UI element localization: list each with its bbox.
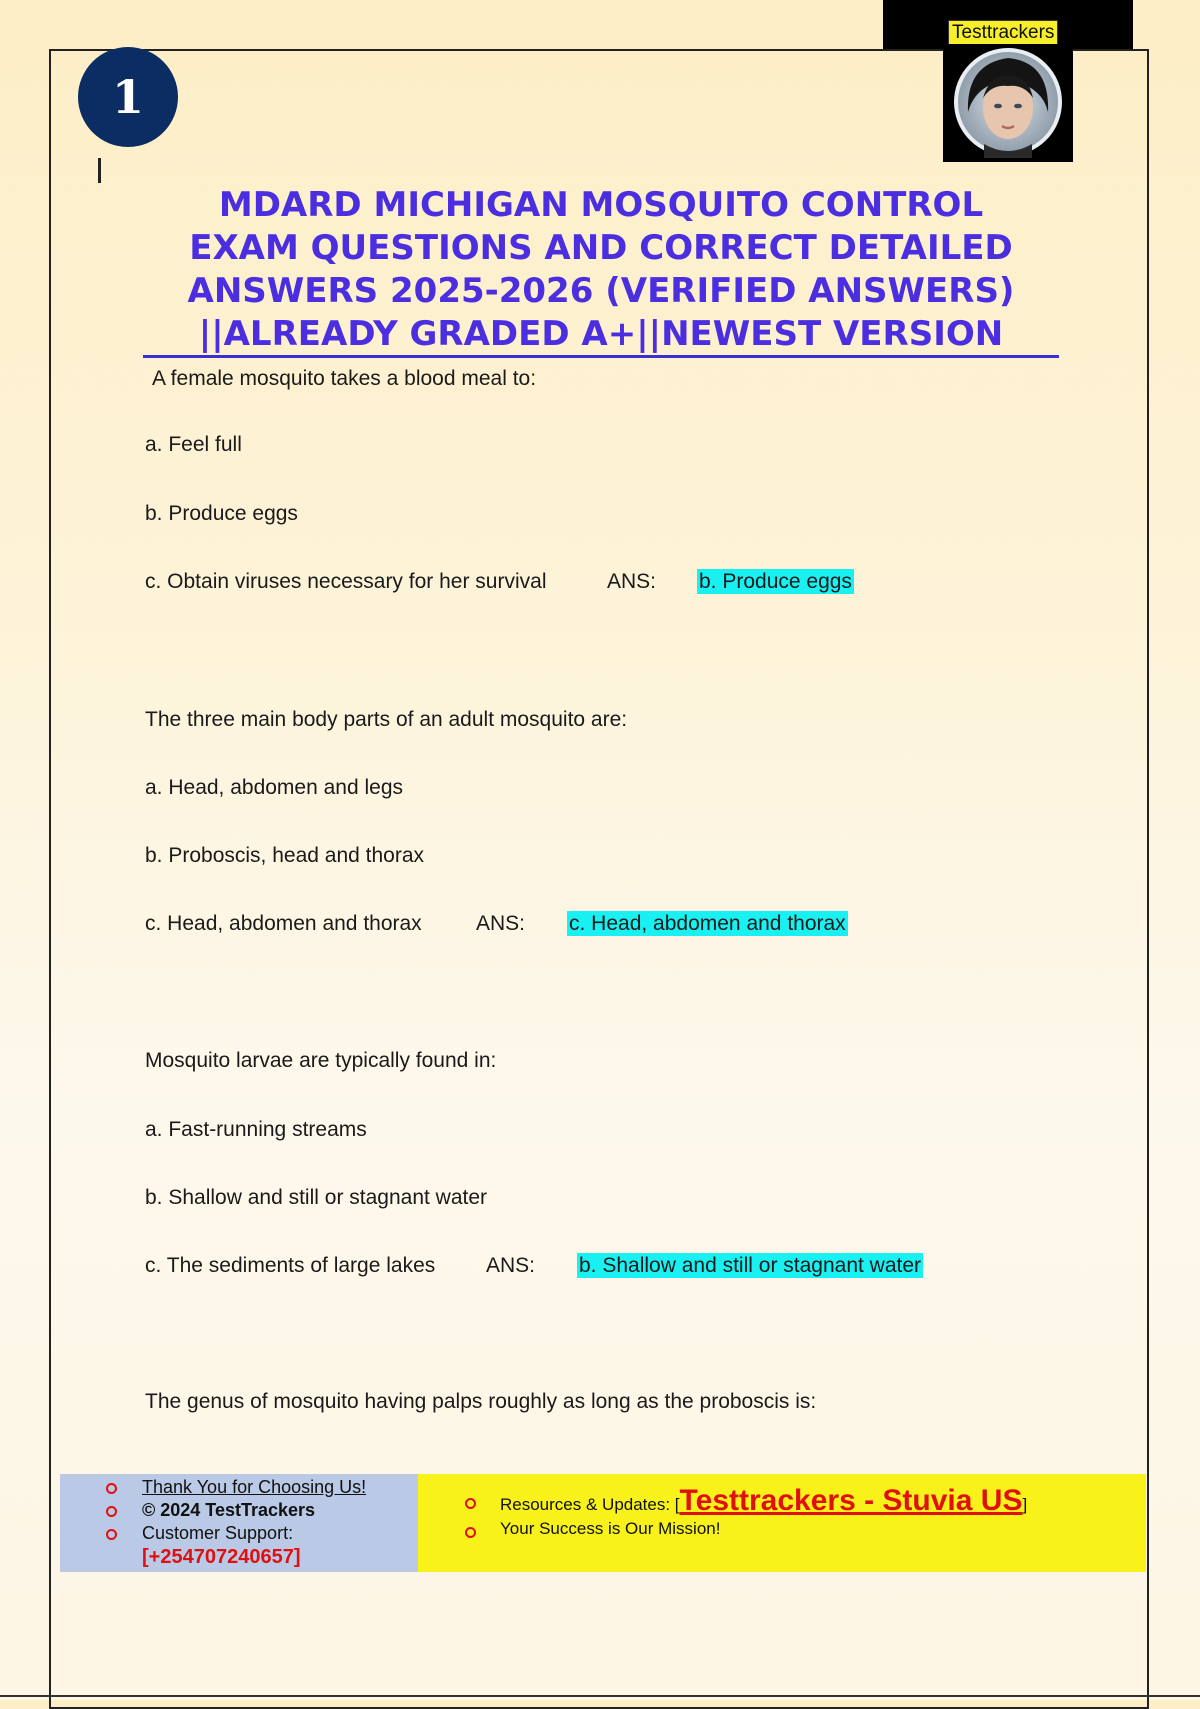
title-line: EXAM QUESTIONS AND CORRECT DETAILED	[189, 228, 1013, 268]
bullet-icon	[465, 1527, 476, 1538]
correct-answer: b. Shallow and still or stagnant water	[579, 1254, 922, 1277]
page-bottom-rule	[0, 1695, 1200, 1697]
page-title	[145, 184, 1057, 356]
question-prompt: The three main body parts of an adult mosquito are:	[145, 708, 628, 731]
support-phone[interactable]: [+254707240657]	[142, 1546, 301, 1568]
option: b. Proboscis, head and thorax	[145, 844, 425, 867]
option: a. Head, abdomen and legs	[145, 776, 404, 799]
copyright-text: © 2024 TestTrackers	[142, 1500, 316, 1520]
thank-you-link[interactable]: Thank You for Choosing Us!	[142, 1477, 367, 1497]
question-prompt: Mosquito larvae are typically found in:	[145, 1049, 497, 1072]
option: b. Produce eggs	[145, 502, 298, 525]
correct-answer: c. Head, abdomen and thorax	[569, 912, 846, 935]
avatar	[946, 46, 1070, 158]
option: c. The sediments of large lakes	[145, 1254, 436, 1277]
question-prompt: The genus of mosquito having palps roughly as long as the proboscis is:	[145, 1390, 817, 1413]
mission-text: Your Success is Our Mission!	[500, 1519, 721, 1538]
option: a. Fast-running streams	[145, 1118, 367, 1141]
title-line: ANSWERS 2025-2026 (VERIFIED ANSWERS)	[187, 271, 1015, 311]
option: b. Shallow and still or stagnant water	[145, 1186, 488, 1209]
question-prompt: A female mosquito takes a blood meal to:	[152, 367, 537, 390]
correct-answer: b. Produce eggs	[699, 570, 852, 593]
option: c. Obtain viruses necessary for her survival	[145, 570, 547, 593]
bullet-icon	[106, 1483, 117, 1494]
support-label: Customer Support:	[142, 1523, 294, 1543]
resources-bracket: ]	[1022, 1495, 1028, 1514]
text-cursor	[98, 158, 101, 183]
resources-label: Resources & Updates: [	[500, 1495, 680, 1514]
bullet-icon	[106, 1529, 117, 1540]
title-line: MDARD MICHIGAN MOSQUITO CONTROL	[218, 185, 984, 225]
option: a. Feel full	[145, 433, 242, 456]
bullet-icon	[106, 1506, 117, 1517]
ans-label: ANS:	[476, 912, 526, 935]
resources-link[interactable]: Testtrackers - Stuvia US	[679, 1484, 1023, 1517]
brand-badge: Testtrackers	[948, 20, 1058, 46]
ans-label: ANS:	[607, 570, 657, 593]
ans-label: ANS:	[486, 1254, 536, 1277]
title-underline	[143, 355, 1059, 358]
option: c. Head, abdomen and thorax	[145, 912, 422, 935]
page-number-badge: 1	[78, 47, 178, 147]
title-line: ||ALREADY GRADED A+||NEWEST VERSION	[198, 314, 1004, 354]
bullet-icon	[465, 1498, 476, 1509]
